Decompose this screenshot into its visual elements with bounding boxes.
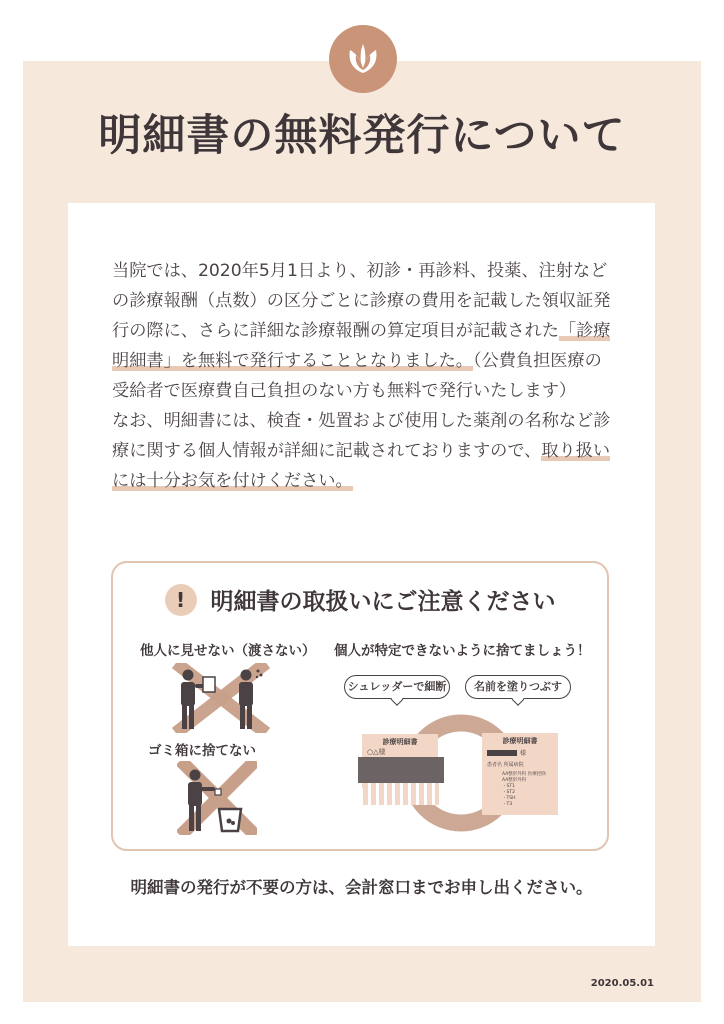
page-title: 明細書の無料発行について — [98, 111, 626, 161]
doc-1-title: 診療明細書 — [382, 738, 418, 746]
paragraph-2 — [112, 406, 612, 496]
shredder-icon — [358, 757, 444, 783]
do-not-trash-illustration — [177, 761, 257, 835]
doc-1-name: ○△様 — [367, 748, 386, 756]
left-heading-2: ゴミ箱に捨てない — [148, 743, 256, 759]
p2-highlight: 取り扱いには十分お気を付けください。 — [112, 441, 611, 491]
blackout-bar — [487, 750, 517, 756]
doc-2-value: 所属病院 — [503, 762, 524, 768]
notice-title-text: 明細書の取扱いにご注意ください — [210, 589, 556, 615]
doc-2-item: AA整形外科 — [502, 778, 527, 783]
right-heading: 個人が特定できないように捨てましょう！ — [334, 643, 591, 659]
doc-2-item: ・TSH — [502, 796, 516, 801]
doc-2-title: 診療明細書 — [502, 737, 538, 745]
p1-text: 当院では、2020年5月1日より、初診・再診料、投薬、注射などの診療報酬（点数）の区分ごとに診療の費用を記載した領収証発行の際に、さらに詳細な診療報酬の算定項目が記載された — [112, 261, 611, 341]
doc-2-patient-row — [482, 761, 558, 768]
doc-2-name-row — [482, 748, 558, 757]
footer-note: 明細書の発行が不要の方は、会計窓口までお申し出ください。 — [130, 878, 593, 897]
shredder-bubble: シュレッダーで細断 — [344, 675, 450, 699]
doc-2-items — [482, 772, 558, 808]
tulip-icon — [344, 42, 382, 76]
blackout-name-bubble: 名前を塗りつぶす — [465, 675, 571, 699]
do-not-show-illustration — [171, 663, 271, 733]
issue-date: 2020.05.01 — [590, 978, 654, 989]
p1-note: （公費負担医療の受給者で医療費自己負担のない方も無料で発行いたします） — [112, 351, 602, 401]
p1-highlight: 「診療明細書」を無料で発行することとなりました。 — [112, 321, 611, 371]
clinic-logo — [329, 25, 397, 93]
notice-title — [113, 583, 607, 616]
left-heading-1: 他人に見せない（渡さない） — [140, 643, 316, 659]
exclamation-icon: ! — [165, 584, 197, 616]
doc-2-item: AA整形外科 医療控除 — [502, 772, 546, 777]
doc-2-item: ・ST2 — [502, 790, 515, 795]
doc-2-item: ・ST1 — [502, 784, 515, 789]
blacked-out-statement — [482, 733, 558, 815]
handling-notice-box — [111, 561, 609, 851]
shredded-strips — [363, 783, 439, 805]
body-text — [112, 256, 612, 496]
paragraph-1 — [112, 256, 612, 406]
p2-text: なお、明細書には、検査・処置および使用した薬剤の名称など診療に関する個人情報が詳細に記載されておりますので、 — [112, 411, 611, 461]
content-card — [68, 203, 655, 946]
doc-2-name: 様 — [520, 750, 527, 757]
doc-2-item: ・T3 — [502, 802, 513, 807]
doc-2-label: 患者名 — [487, 762, 503, 768]
